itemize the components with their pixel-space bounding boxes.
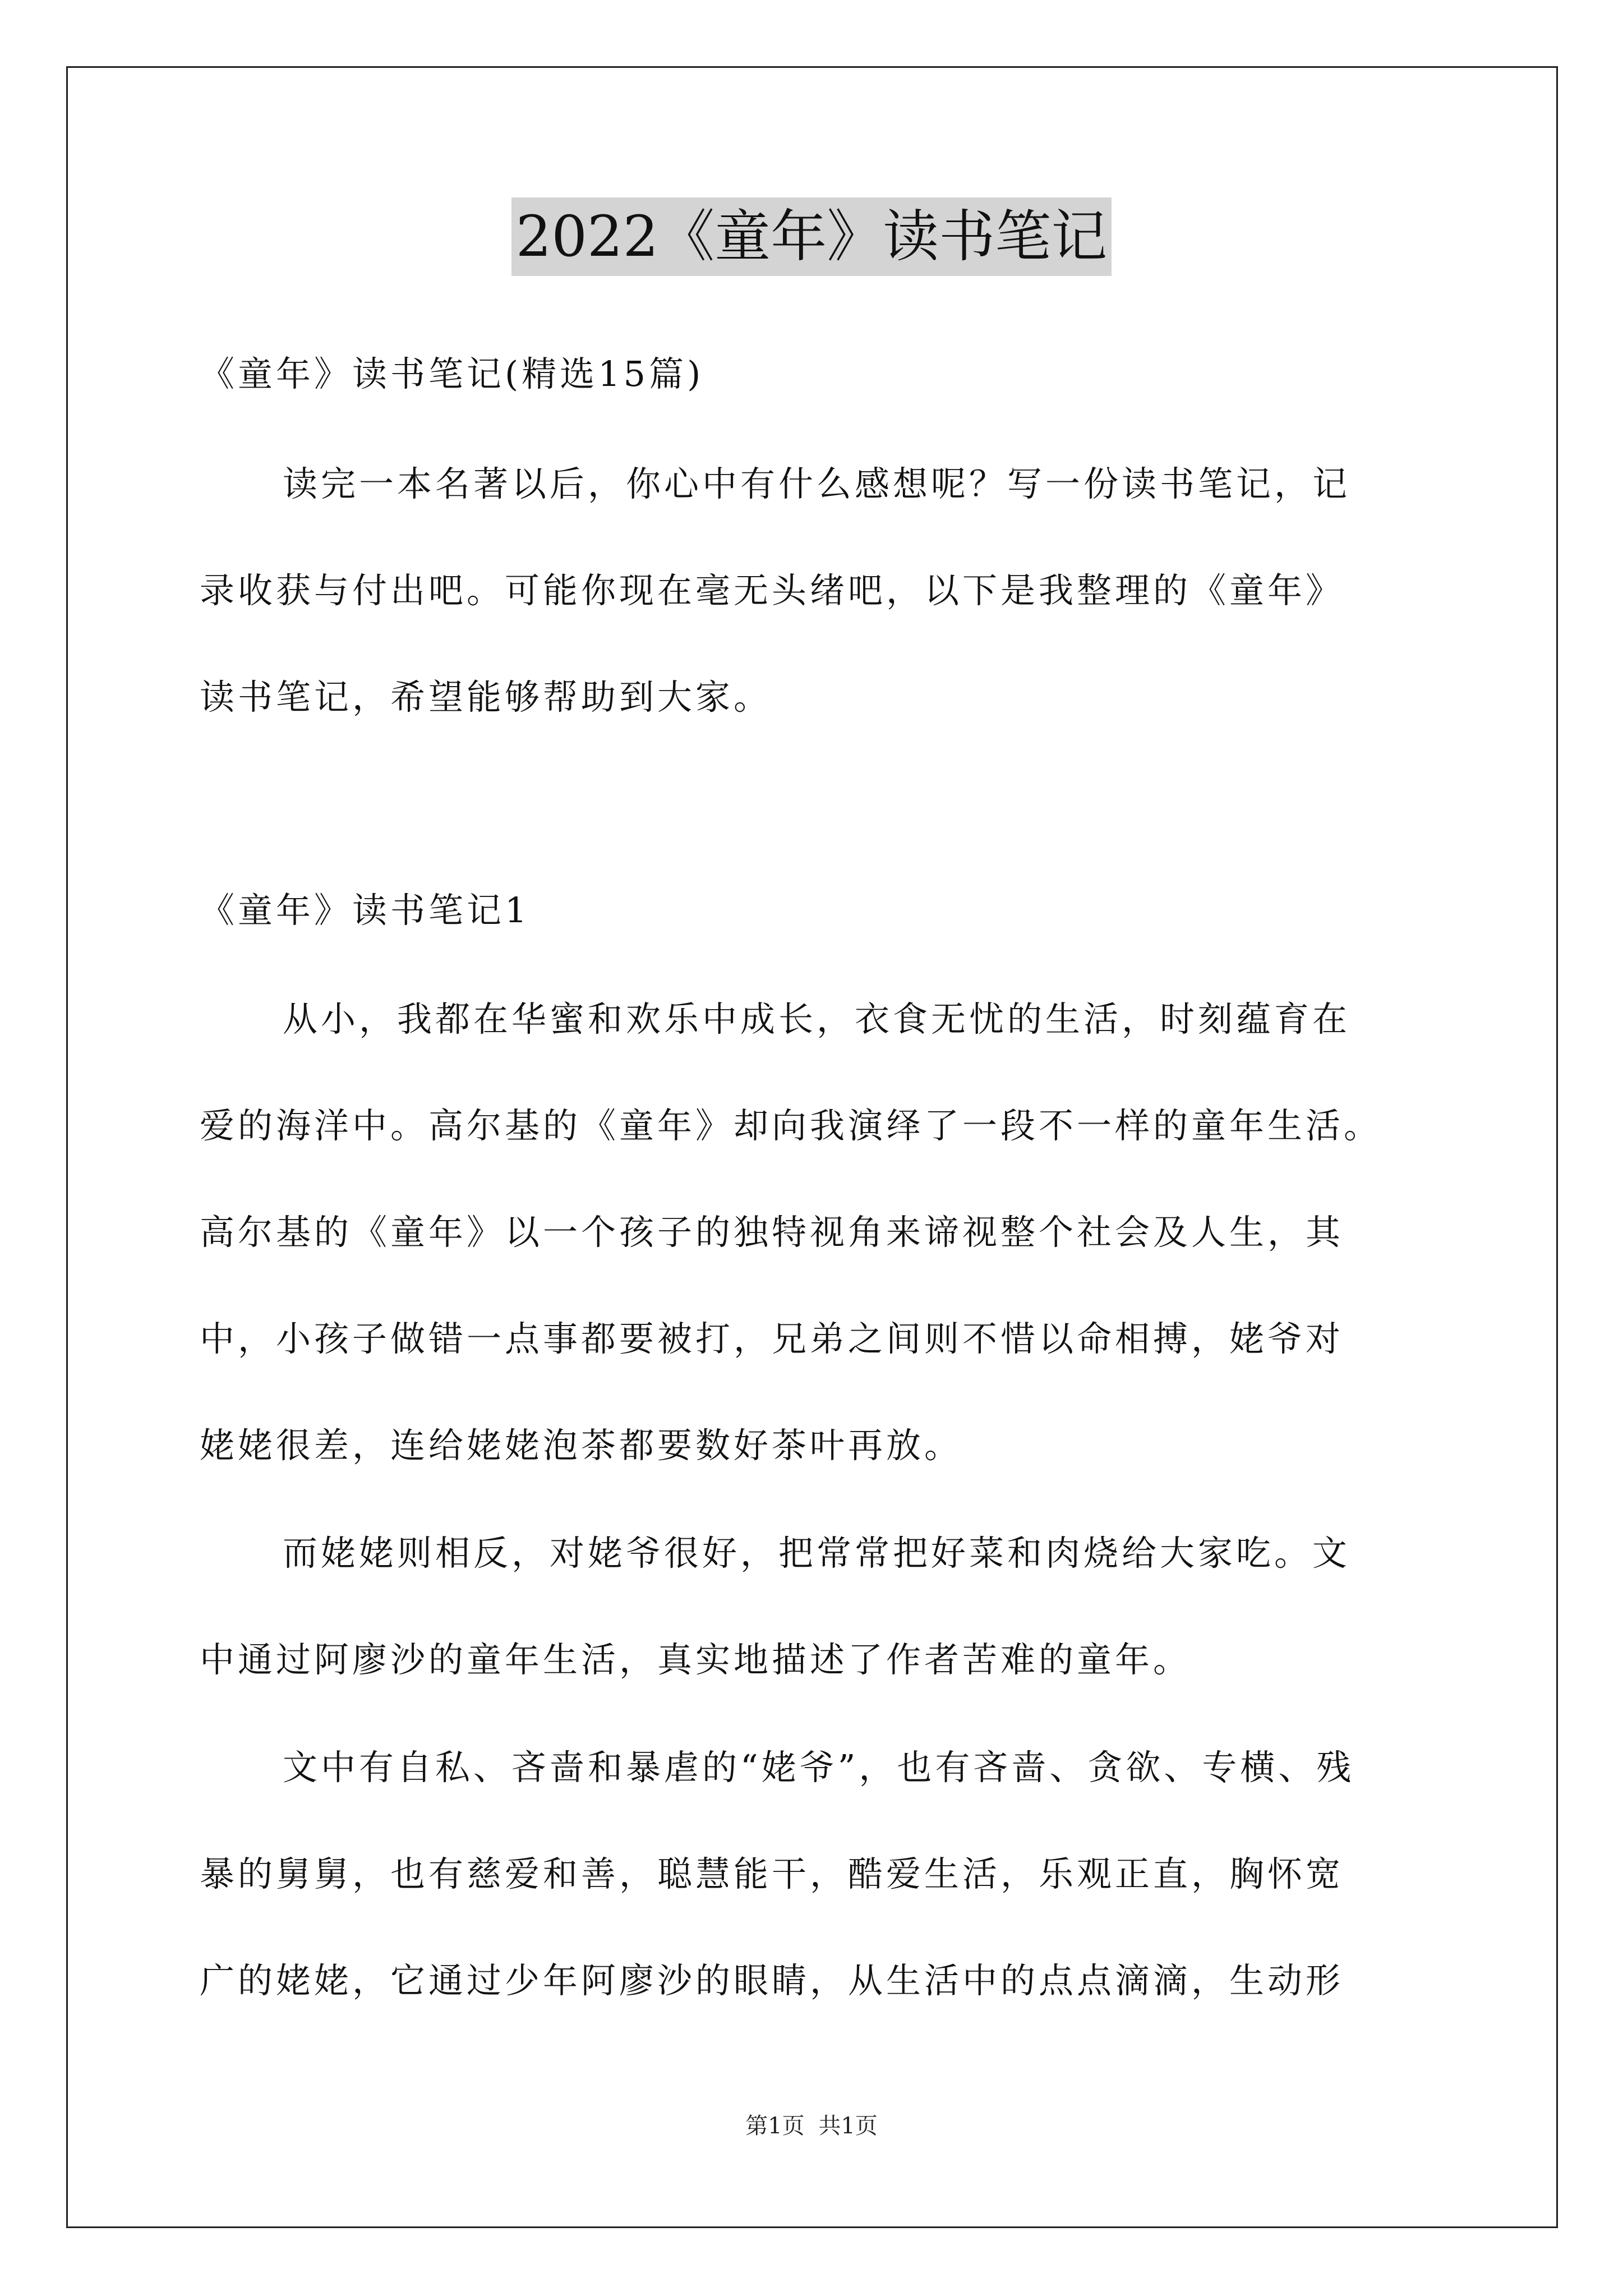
paragraph-line: 中，小孩子做错一点事都要被打，兄弟之间则不惜以命相搏，姥爷对 [200, 1318, 1344, 1359]
paragraph-line: 而姥姥则相反，对姥爷很好，把常常把好菜和肉烧给大家吃。文 [283, 1533, 1351, 1573]
paragraph-line: 高尔基的《童年》以一个孩子的独特视角来谛视整个社会及人生，其 [200, 1212, 1344, 1253]
document-subtitle: 《童年》读书笔记(精选15篇) [200, 353, 704, 394]
page-number: 第1页 [745, 2113, 805, 2139]
paragraph-line: 文中有自私、吝啬和暴虐的“姥爷”，也有吝啬、贪欲、专横、残 [283, 1747, 1355, 1788]
page-total: 共1页 [818, 2113, 878, 2139]
paragraph-line: 姥姥很差，连给姥姥泡茶都要数好茶叶再放。 [200, 1425, 963, 1466]
intro-line: 读书笔记，希望能够帮助到大家。 [200, 677, 772, 717]
section-heading: 《童年》读书笔记1 [200, 890, 531, 931]
paragraph-line: 中通过阿廖沙的童年生活，真实地描述了作者苦难的童年。 [200, 1639, 1192, 1680]
paragraph-line: 爱的海洋中。高尔基的《童年》却向我演绎了一段不一样的童年生活。 [200, 1105, 1382, 1146]
title-container [0, 197, 1623, 276]
intro-line: 录收获与付出吧。可能你现在毫无头绪吧，以下是我整理的《童年》 [200, 570, 1344, 611]
document-title: 2022《童年》读书笔记 [511, 197, 1112, 276]
paragraph-line: 从小，我都在华蜜和欢乐中成长，衣食无忧的生活，时刻蕴育在 [283, 999, 1351, 1039]
page-footer [0, 2109, 1623, 2143]
paragraph-line: 暴的舅舅，也有慈爱和善，聪慧能干，酷爱生活，乐观正直，胸怀宽 [200, 1853, 1344, 1894]
paragraph-line: 广的姥姥，它通过少年阿廖沙的眼睛，从生活中的点点滴滴，生动形 [200, 1960, 1344, 2001]
intro-line: 读完一本名著以后，你心中有什么感想呢？写一份读书笔记，记 [283, 463, 1351, 504]
